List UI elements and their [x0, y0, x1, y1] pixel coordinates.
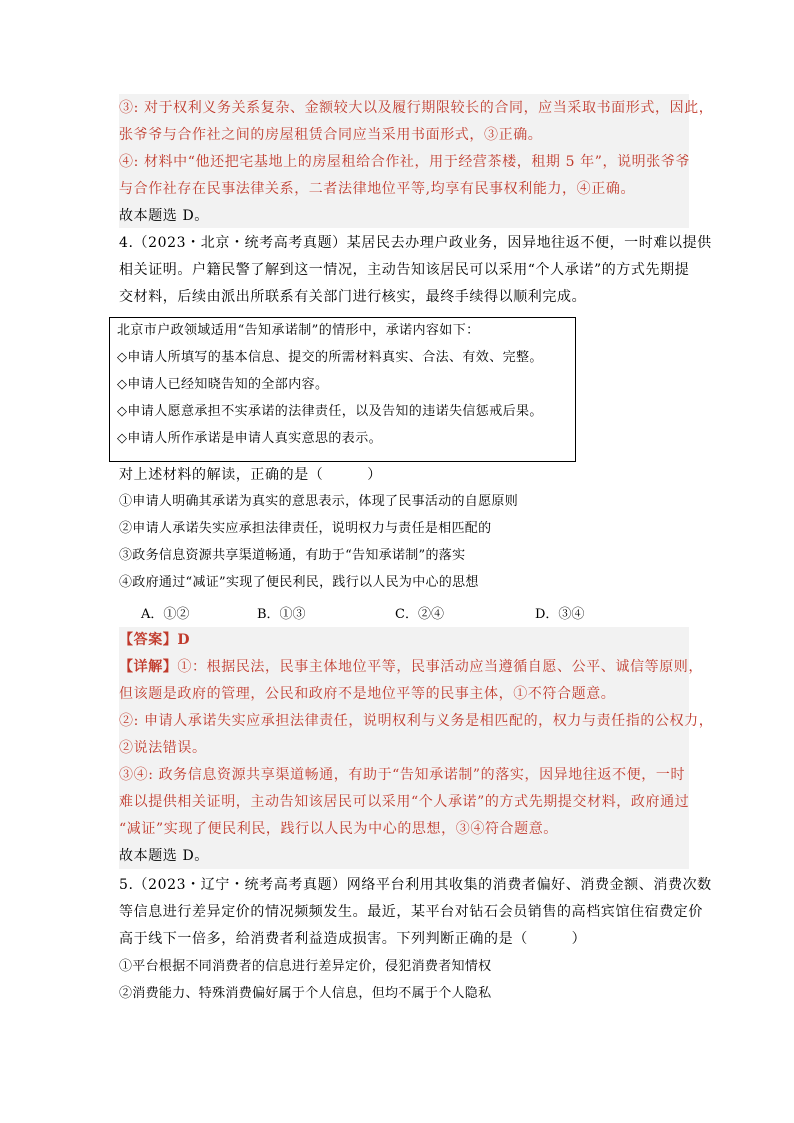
q4-question: 对上述材料的解读，正确的是（ ） — [119, 467, 382, 483]
q4-conclusion: 故本题选 D。 — [119, 848, 209, 864]
q4-stem-line-3: 交材料，后续由派出所联系有关部门进行核实，最终手续得以顺利完成。 — [119, 289, 587, 305]
q4-statement: ④政府通过“减证”实现了便民利民，践行以人民为中心的思想 — [119, 575, 479, 590]
q4-detail-line-5: ③④: 政务信息资源共享渠道畅通，有助于“告知承诺制”的落实，因异地往返不便，一时 — [119, 767, 686, 783]
q4-box-item: ◇申请人所填写的基本信息、提交的所需材料真实、合法、有效、完整。 — [117, 350, 543, 365]
q3-conclusion: 故本题选 D。 — [119, 208, 209, 224]
q4-detail-line-6: 难以提供相关证明，主动告知该居民可以采用“个人承诺”的方式先期提交材料，政府通过 — [119, 794, 690, 810]
q4-statement: ②申请人承诺失实应承担法律责任，说明权力与责任是相匹配的 — [119, 521, 492, 536]
q4-statement: ③政务信息资源共享渠道畅通，有助于“告知承诺制”的落实 — [119, 548, 466, 563]
q5-stem-line-2: 等信息进行差异定价的情况频频发生。最近，某平台对钻石会员销售的高档宾馆住宿费定价 — [119, 904, 703, 920]
q4-box-item: ◇申请人已经知晓告知的全部内容。 — [117, 377, 329, 392]
q4-detail-line-2: 但该题是政府的管理，公民和政府不是地位平等的民事主体，①不符合题意。 — [119, 686, 616, 702]
q4-detail-line-4: ②说法错误。 — [119, 740, 207, 756]
q3-point-3-line-2: 张爷爷与合作社之间的房屋租赁合同应当采用书面形式，③正确。 — [119, 127, 543, 143]
q4-statement: ①申请人明确其承诺为真实的意思表示，体现了民事活动的自愿原则 — [119, 494, 519, 509]
q4-box-item: ◇申请人愿意承担不实承诺的法律责任，以及告知的违诺失信惩戒后果。 — [117, 404, 543, 419]
q4-options — [141, 601, 601, 623]
q4-stem-line-1: 4.（2023・北京・统考高考真题）某居民去办理户政业务，因异地往返不便，一时难以提供 — [119, 235, 712, 251]
q4-material-box — [109, 317, 576, 462]
q4-option-c: C．②④ — [395, 607, 444, 622]
q5-stem-line-3: 高于线下一倍多，给消费者利益造成损害。下列判断正确的是（ ） — [119, 931, 587, 947]
q4-option-d: D．③④ — [535, 607, 585, 622]
q5-statement: ①平台根据不同消费者的信息进行差异定价，侵犯消费者知情权 — [119, 959, 492, 974]
q4-detail-line-3: ②: 申请人承诺失实应承担法律责任，说明权利与义务是相匹配的，权力与责任指的公权力， — [119, 713, 714, 729]
q3-point-4-line-2: 与合作社存在民事法律关系，二者法律地位平等,均享有民事权利能力，④正确。 — [119, 181, 636, 197]
q4-stem-line-2: 相关证明。户籍民警了解到这一情况，主动告知该居民可以采用“个人承诺”的方式先期提 — [119, 262, 690, 278]
q4-option-a: A．①② — [141, 607, 190, 622]
q4-box-title: 北京市户政领域适用“告知承诺制”的情形中，承诺内容如下： — [117, 323, 480, 338]
q5-stem-line-1: 5.（2023・辽宁・统考高考真题）网络平台利用其收集的消费者偏好、消费金额、消费次数 — [119, 877, 712, 893]
q5-statement: ②消费能力、特殊消费偏好属于个人信息，但均不属于个人隐私 — [119, 986, 492, 1001]
q4-answer: 【答案】D — [119, 632, 191, 648]
q4-detail-line-1 — [119, 656, 704, 678]
q4-detail-text: ①：根据民法，民事主体地位平等，民事活动应当遵循自愿、公平、诚信等原则， — [177, 659, 704, 675]
q4-detail-line-7: “减证”实现了便民利民，践行以人民为中心的思想，③④符合题意。 — [119, 821, 558, 837]
q4-detail-label: 【详解】 — [119, 659, 178, 675]
q3-point-3-line-1: ③: 对于权利义务关系复杂、金额较大以及履行期限较长的合同，应当采取书面形式，因此， — [119, 100, 714, 116]
q3-point-4-line-1: ④: 材料中“他还把宅基地上的房屋租给合作社，用于经营茶楼，租期 5 年”，说明张爷爷 — [119, 154, 691, 170]
q4-box-item: ◇申请人所作承诺是申请人真实意思的表示。 — [117, 431, 382, 446]
q4-option-b: B．①③ — [257, 607, 306, 622]
